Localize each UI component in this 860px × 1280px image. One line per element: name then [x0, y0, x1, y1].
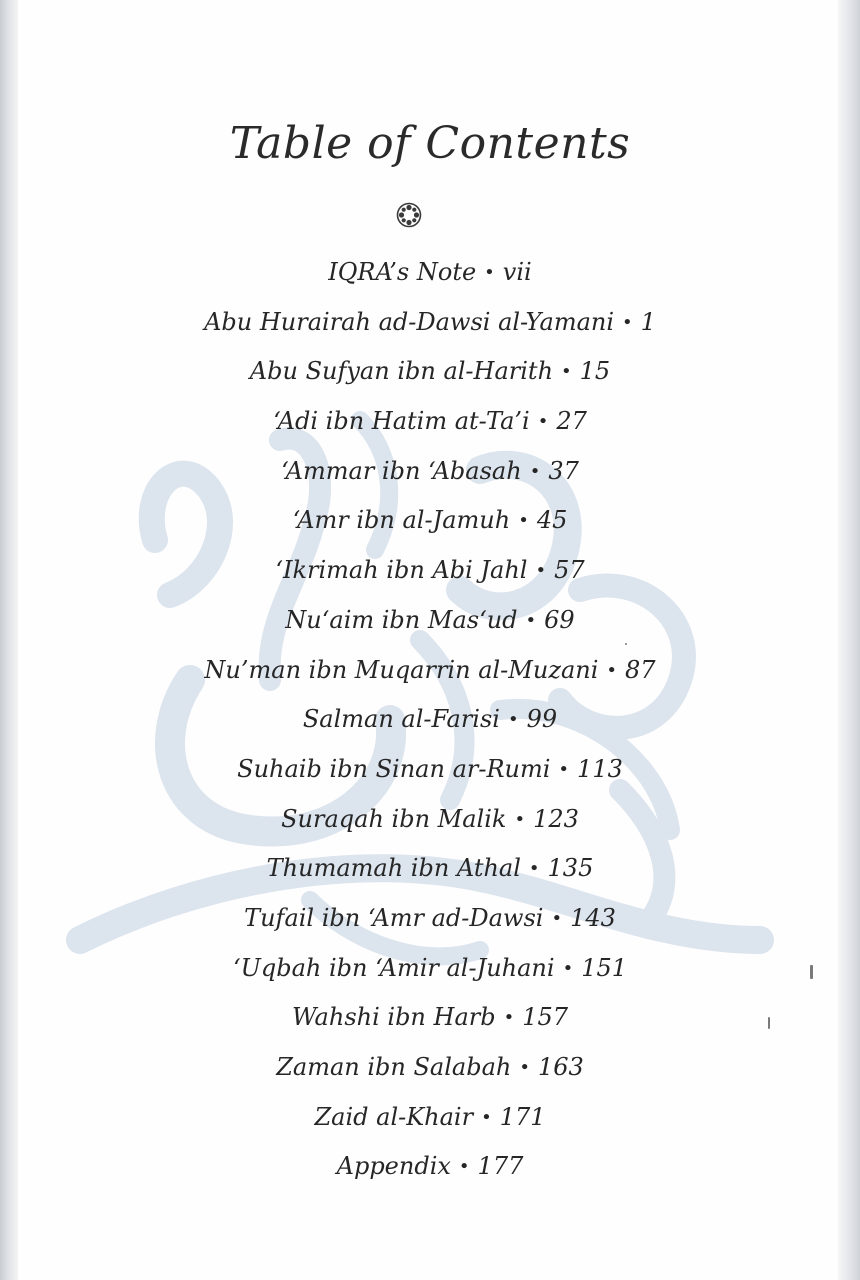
toc-separator: •	[518, 510, 529, 532]
table-of-contents-list	[0, 248, 860, 1192]
toc-separator: •	[529, 460, 541, 482]
toc-entry-title: Suhaib ibn Sinan ar-Rumi	[237, 754, 551, 783]
toc-entry-title: Appendix	[336, 1152, 451, 1181]
toc-entry-page: 69	[544, 605, 575, 634]
toc-separator: •	[622, 311, 633, 333]
toc-separator: •	[514, 808, 526, 830]
toc-entry-page: 1	[640, 307, 656, 336]
toc-entry-title: ‘Amr ibn al-Jamuh	[292, 506, 511, 535]
toc-entry	[0, 745, 860, 795]
toc-entry	[0, 844, 860, 894]
toc-separator: •	[551, 907, 563, 929]
toc-separator: •	[535, 560, 547, 582]
toc-entry-title: ‘Adi ibn Hatim at-Ta’i	[273, 407, 530, 436]
toc-entry-title: ‘Ammar ibn ‘Abasah	[281, 456, 522, 485]
scan-speck	[768, 1017, 770, 1029]
toc-entry-title: Abu Sufyan ibn al-Harith	[249, 357, 554, 386]
toc-entry-title: Tufail ibn ‘Amr ad-Dawsi	[244, 903, 544, 932]
toc-entry-page: 15	[579, 357, 611, 386]
floral-rosette-icon	[396, 202, 422, 228]
toc-entry-page: 87	[625, 655, 656, 684]
toc-entry	[0, 993, 860, 1043]
scan-speck	[625, 643, 627, 645]
toc-entry	[0, 447, 860, 497]
toc-entry-page: 37	[548, 456, 579, 485]
scan-speck	[810, 965, 813, 979]
toc-entry	[0, 646, 860, 696]
toc-separator: •	[525, 609, 537, 631]
toc-entry	[0, 1142, 860, 1192]
toc-entry	[0, 795, 860, 845]
toc-separator: •	[606, 659, 618, 681]
toc-separator: •	[458, 1156, 470, 1178]
toc-entry-title: Salman al-Farisi	[302, 705, 500, 734]
toc-entry	[0, 1043, 860, 1093]
toc-entry-title: IQRA’s Note	[328, 258, 477, 286]
toc-entry-page: 113	[577, 754, 623, 783]
page-title: Table of Contents	[229, 118, 631, 169]
toc-entry	[0, 546, 860, 596]
toc-entry-page: 57	[554, 556, 585, 585]
toc-separator: •	[528, 858, 540, 880]
toc-entry-page: 151	[581, 953, 627, 982]
toc-separator: •	[519, 1057, 530, 1078]
toc-entry-title: Zaman ibn Salabah	[276, 1053, 512, 1081]
toc-entry-title: Suraqah ibn Malik	[281, 804, 507, 833]
toc-entry	[0, 347, 860, 397]
toc-entry-title: Nu‘aim ibn Mas‘ud	[285, 605, 518, 634]
toc-entry	[0, 248, 860, 298]
toc-entry-page: 123	[533, 804, 579, 833]
toc-entry	[0, 397, 860, 447]
toc-entry	[0, 596, 860, 646]
toc-entry	[0, 944, 860, 994]
toc-entry-page: 99	[526, 705, 558, 734]
toc-separator: •	[484, 262, 495, 283]
toc-separator: •	[507, 709, 519, 731]
toc-separator: •	[503, 1007, 515, 1029]
toc-entry-page: 157	[522, 1003, 569, 1032]
toc-entry-page: 143	[570, 903, 616, 932]
toc-separator: •	[561, 361, 572, 383]
toc-entry-page: 27	[556, 407, 587, 436]
toc-entry	[0, 496, 860, 546]
toc-entry-title: Thumamah ibn Athal	[266, 854, 521, 883]
toc-entry-title: Zaid al-Khair	[314, 1102, 474, 1131]
toc-separator: •	[481, 1106, 492, 1128]
toc-entry	[0, 894, 860, 944]
toc-entry-title: Abu Hurairah ad-Dawsi al-Yamani	[204, 307, 615, 336]
toc-entry-page: 45	[536, 506, 568, 535]
toc-separator: •	[562, 957, 574, 979]
toc-separator: •	[537, 411, 549, 433]
toc-entry-title: ‘Uqbah ibn ‘Amir al-Juhani	[232, 953, 555, 982]
toc-entry	[0, 298, 860, 348]
toc-entry-page: 177	[477, 1152, 524, 1181]
toc-entry	[0, 695, 860, 745]
toc-entry-title: ‘Ikrimah ibn Abi Jahl	[275, 556, 528, 585]
toc-entry	[0, 1093, 860, 1143]
toc-entry-page: 171	[499, 1102, 546, 1131]
toc-entry-page: vii	[502, 258, 532, 286]
toc-entry-title: Wahshi ibn Harb	[291, 1003, 496, 1032]
toc-entry-title: Nu’man ibn Muqarrin al-Muzani	[204, 655, 599, 684]
toc-entry-page: 163	[537, 1053, 584, 1081]
toc-entry-page: 135	[547, 854, 594, 883]
toc-separator: •	[558, 758, 570, 780]
